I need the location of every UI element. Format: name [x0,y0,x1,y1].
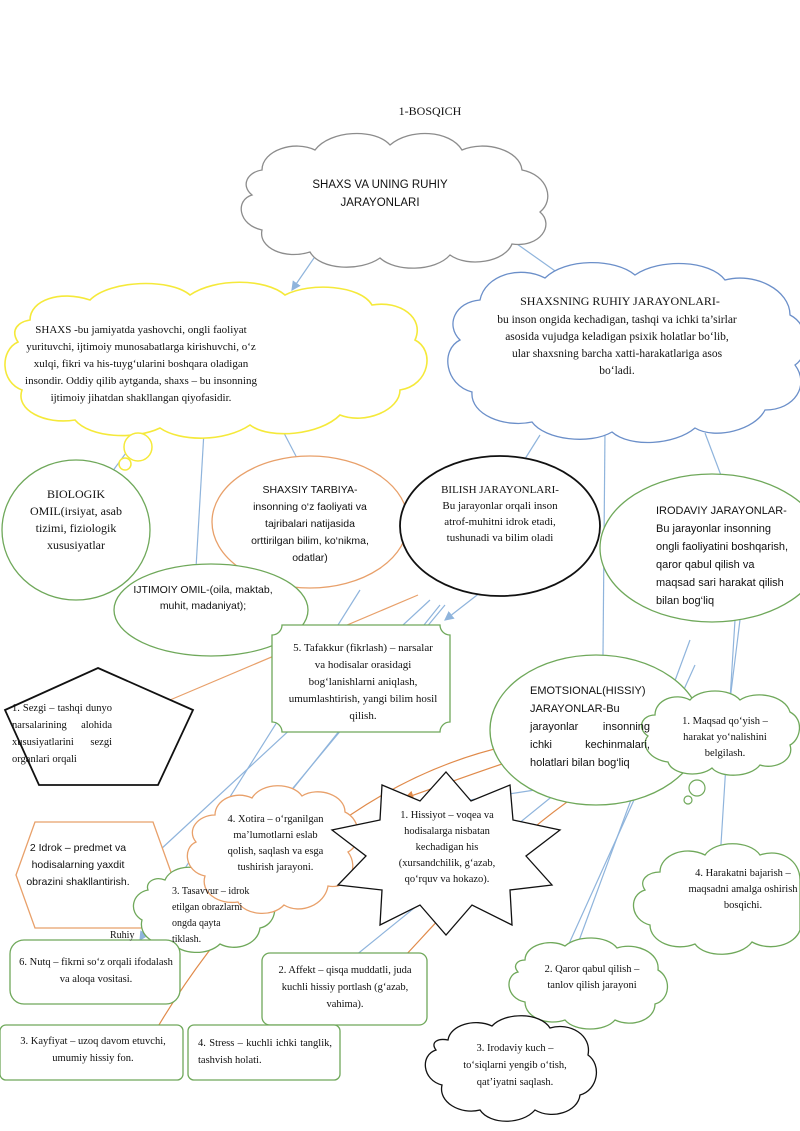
sezgi-node-label: 1. Sezgi – tashqi dunyo narsalarining alohida xususiyatlarini sezgi organlari orqali [12,703,112,765]
biologik-node-label: BIOLOGIK OMIL(irsiyat, asab tizimi, fiziologik xususiyatlar [30,487,122,552]
iroda-kuch-node-label: 3. Irodaviy kuch – to‘siqlarni yengib o‘tish, qat’iyatni saqlash. [463,1043,567,1088]
tarbiya-node-label: SHAXSIY TARBIYA-insonning o‘z faoliyati va tajribalari natijasida orttirilgan bilim, ko‘nikma, odatlar) [251,484,369,564]
maqsad-cloud-bubble [689,780,705,796]
qaror-node-label: 2. Qaror qabul qilish – tanlov qilish jarayoni [544,964,640,991]
shaxs-cloud-bubble-2 [119,458,131,470]
shaxs-cloud-bubble-1 [124,433,152,461]
ruhiy-node-title: SHAXSNING RUHIY JARAYONLARI- [520,294,720,308]
connector-irodaviy-maqsad [730,620,740,700]
hissiyot-node-label: 1. Hissiyot – voqea va hodisalarga nisbatan kechadigan his (xursandchilik, g‘azab, qo‘rquv va hokazo). [398,810,496,885]
ruhiy-node-body: bu inson ongida kechadigan, tashqi va ichki ta’sirlar asosida vujudga keladigan psixik holatlar bo‘lib, ular shaxsning barcha xatti-harakatlariga asos bo‘ladi. [497,314,737,377]
affekt-node-label: 2. Affekt – qisqa muddatli, juda kuchli hissiy portlash (g‘azab, vahima). [278,965,412,1010]
xotira-node-label: 4. Xotira – o‘rganilgan ma’lumotlarni eslab qolish, saqlash va esga tushirish jarayoni. [227,814,324,873]
idrok-node-label: 2 Idrok – predmet va hodisalarning yaxdit obrazini shakllantirish. [26,842,130,888]
kayfiyat-node-label: 3. Kayfiyat – uzoq davom etuvchi, umumiy hissiy fon. [20,1036,166,1064]
harakat-node-label: 4. Harakatni bajarish – maqsadni amalga oshirish bosqichi. [688,868,798,911]
stress-node-label: 4. Stress – kuchli ichki tanglik, tashvish holati. [198,1038,332,1066]
ruhiy-small-label: Ruhiy [110,930,135,941]
connector-ruhiy-irodaviy [705,433,722,478]
irodaviy-node-label: IRODAVIY JARAYONLAR-Bu jarayonlar insonning ongli faoliyatini boshqarish, qaror qabul qilish va maqsad sari harakat qilish bilan bog‘liq [656,505,789,607]
nutq-node-label: 6. Nutq – fikrni so‘z orqali ifodalash va aloqa vositasi. [19,957,173,985]
page-heading: 1-BOSQICH [398,104,462,118]
shaxs-node-label: SHAXS -bu jamiyatda yashovchi, ongli faoliyat yurituvchi, ijtimoiy munosabatlarga kirishuvchi, o‘z xulqi, fikri va his-tuyg‘ularini boshqara oladigan insondir. Oddiy qilib aytganda, shaxs – bu insonning ijtimoiy jihatdan shakllangan qiyofasidir. [25,324,257,404]
maqsad-node-label: 1. Maqsad qo‘yish – harakat yo‘nalishini belgilash. [682,716,768,759]
emotsional-node-label: EMOTSIONAL(HISSIY) JARAYONLAR-Bu jarayonlar insonning ichki kechinmalari, holatlari bilan bog‘liq [530,685,650,769]
ijtimoiy-node-label: IJTIMOIY OMIL-(oila, maktab, muhit, madaniyat); [133,584,273,612]
tafakkur-node-label: 5. Tafakkur (fikrlash) – narsalar va hodisalar orasidagi bog‘lanishlarni aniqlash, umumlashtirish, yangi bilim hosil qilish. [288,642,438,722]
bilish-node-label: BILISH JARAYONLARI-Bu jarayonlar orqali inson atrof-muhitni idrok etadi, tushunadi va bilim oladi [441,484,559,544]
maqsad-cloud-bubble-2 [684,796,692,804]
main-node-label: SHAXS VA UNING RUHIY JARAYONLARI [312,179,448,209]
tasavvur-node-label: 3. Tasavvur – idrok etilgan obrazlarni ongda qayta tiklash. [172,886,250,945]
